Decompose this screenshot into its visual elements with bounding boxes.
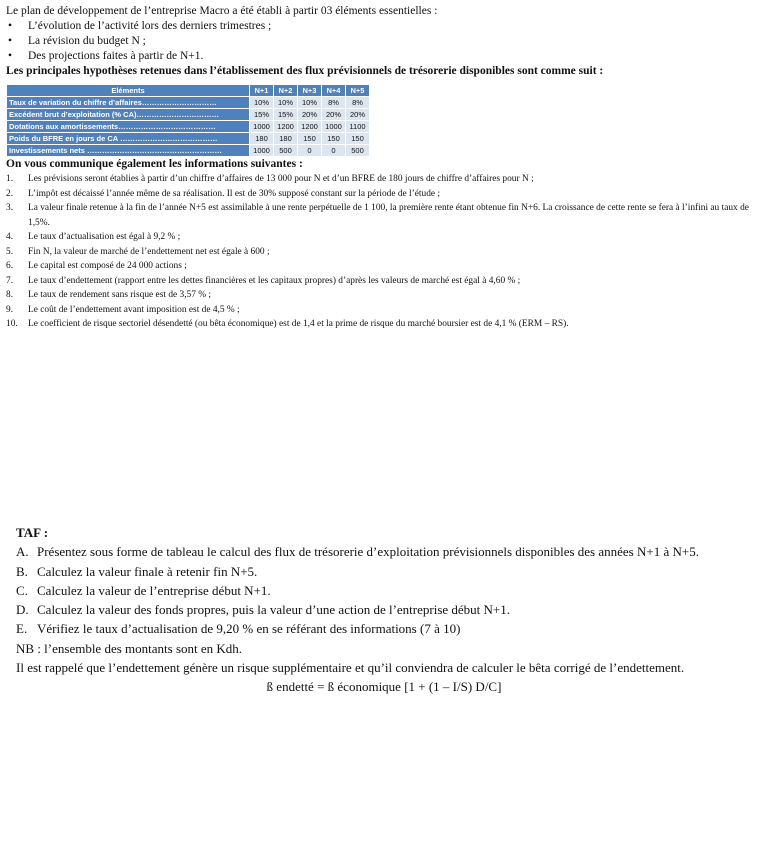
header-cell: Eléments [7,85,250,97]
task-item [16,562,752,581]
header-cell: N+2 [274,85,298,97]
table-cell: 500 [274,145,298,157]
row-label: Poids du BFRE en jours de CA ………………………………… [7,133,250,145]
table-cell: 1000 [250,121,274,133]
table-cell: 150 [346,133,370,145]
intro-text: Le plan de développement de l’entreprise Macro a été établi à partir 03 éléments essentielles : [6,5,438,17]
table-cell: 10% [250,97,274,109]
intro-bullets [6,19,764,64]
header-cell: N+1 [250,85,274,97]
informations-heading: On vous communique également les informations suivantes : [6,158,303,170]
list-item [6,317,764,332]
table-cell: 1100 [346,121,370,133]
task-letter: B. [16,563,28,579]
task-item [16,581,752,600]
table-cell: 15% [274,109,298,121]
task-text: Vérifiez le taux d’actualisation de 9,20 % en se référant des informations (7 à 10) [37,621,461,637]
table-row [7,97,370,109]
row-label: Taux de variation du chiffre d’affaires………………………… [7,97,250,109]
list-item [6,274,764,289]
reminder-text: Il est rappelé que l’endettement génère un risque supplémentaire et qu’il conviendra de calculer le bêta corrigé de l’endettement. [16,660,685,676]
beta-formula: ß endetté = ß économique [1 + (1 – I/S) D/C] [266,679,502,695]
item-text: Le taux d’actualisation est égal à 9,2 % ; [28,232,181,242]
item-text: Le coefficient de risque sectoriel désendetté (ou bêta économique) est de 1,4 et la prime de risque du marché boursier est de 4,1 % (ERM – RS). [28,319,569,329]
header-cell: N+4 [322,85,346,97]
table-cell: 500 [346,145,370,157]
list-item [6,187,764,202]
item-text: Le coût de l’endettement avant imposition est de 4,5 % ; [28,304,240,315]
list-item [6,230,764,245]
item-text: L’impôt est décaissé l’année même de sa réalisation. Il est de 30% supposé constant sur la période de l’étude ; [28,188,441,199]
table-cell: 0 [322,145,346,157]
table-cell: 150 [322,133,346,145]
list-item [6,201,764,230]
bullet-item: • La révision du budget N ; [6,34,764,49]
item-number: 3. [6,203,14,213]
exercise-statement [6,4,764,332]
row-label: Dotations aux amortissements………………………………… [7,121,250,133]
hypotheses-heading: Les principales hypothèses retenues dans l’établissement des flux prévisionnels de trésorerie disponibles sont comme suit : [6,65,604,77]
item-number: 10. [6,319,18,329]
table-cell: 1200 [274,121,298,133]
task-letter: E. [16,621,28,637]
table-cell: 15% [250,109,274,121]
table-cell: 150 [298,133,322,145]
table-cell: 10% [274,97,298,109]
item-number: 5. [6,246,14,257]
table-cell: 20% [322,109,346,121]
list-item [6,172,764,187]
bullet-item: • Des projections faites à partir de N+1. [6,49,764,64]
task-letter: D. [16,602,29,618]
taf-section [16,523,752,697]
table-cell: 8% [322,97,346,109]
item-number: 8. [6,290,14,300]
list-item [6,288,764,303]
table-row [7,133,370,145]
table-cell: 20% [346,109,370,121]
list-item [6,259,764,274]
table-row [7,145,370,157]
table-cell: 1000 [250,145,274,157]
list-item [6,245,764,260]
hypotheses-table [6,84,370,157]
header-cell: N+5 [346,85,370,97]
item-number: 4. [6,232,14,242]
item-number: 2. [6,188,14,199]
item-text: Fin N, la valeur de marché de l’endettement net est égale à 600 ; [28,246,270,257]
task-letter: A. [16,544,29,560]
table-cell: 10% [298,97,322,109]
task-item [16,600,752,619]
taf-heading: TAF : [16,525,49,540]
row-label: Investissements nets ……………………………………………… [7,145,250,157]
bullet-item: • L’évolution de l’activité lors des derniers trimestres ; [6,19,764,34]
informations-list [6,172,764,332]
table-header-row [7,85,370,97]
table-cell: 8% [346,97,370,109]
task-text: Calculez la valeur des fonds propres, puis la valeur d’une action de l’entreprise début N+1. [37,602,511,618]
table-cell: 20% [298,109,322,121]
table-cell: 180 [250,133,274,145]
item-text: La valeur finale retenue à la fin de l’année N+5 est assimilable à une rente perpétuelle de 1 100, la première rente étant obtenue fin N+6. La croissance de cette rente se fera à l’infini au taux de 1,5%. [28,203,749,228]
list-item [6,303,764,318]
row-label: Excédent brut d’exploitation (% CA)…………………………… [7,109,250,121]
item-number: 1. [6,174,14,184]
task-text: Présentez sous forme de tableau le calcul des flux de trésorerie d’exploitation prévisionnels disponibles des années N+1 à N+5. [37,544,699,560]
item-text: Le taux d’endettement (rapport entre les dettes financières et les capitaux propres) d’après les valeurs de marché est égal à 4,60 % ; [28,275,521,286]
task-text: Calculez la valeur de l’entreprise début N+1. [37,582,271,598]
item-text: Le taux de rendement sans risque est de 3,57 % ; [28,290,212,300]
task-text: Calculez la valeur finale à retenir fin N+5. [37,563,258,579]
item-number: 7. [6,275,14,286]
item-text: Les prévisions seront établies à partir d’un chiffre d’affaires de 13 000 pour N et d’un BFRE de 180 jours de chiffre d’affaires pour N ; [28,174,534,184]
table-row [7,121,370,133]
table-cell: 1000 [322,121,346,133]
item-number: 9. [6,304,14,315]
table-row [7,109,370,121]
taf-list [16,542,752,638]
header-cell: N+3 [298,85,322,97]
task-item [16,542,752,561]
nb-note: NB : l’ensemble des montants sont en Kdh. [16,640,243,656]
task-letter: C. [16,582,28,598]
table-cell: 1200 [298,121,322,133]
task-item [16,619,752,638]
table-cell: 0 [298,145,322,157]
table-cell: 180 [274,133,298,145]
item-number: 6. [6,261,14,271]
item-text: Le capital est composé de 24 000 actions ; [28,261,187,271]
